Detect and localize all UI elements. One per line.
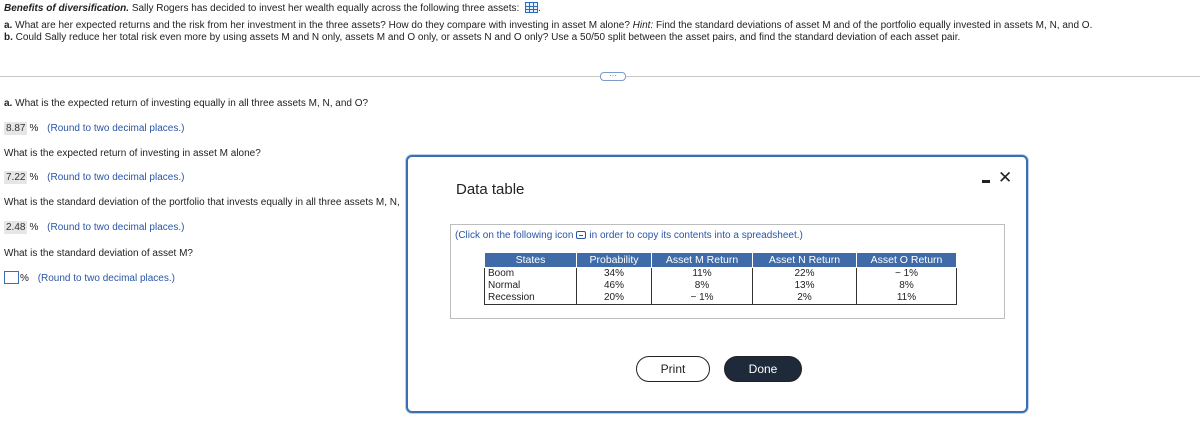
part-a-text: What are her expected returns and the risk from her investment in the three assets? How do they compare with investing in asset M alone? — [15, 20, 630, 31]
problem-intro-text: Sally Rogers has decided to invest her wealth equally across the following three assets: — [131, 3, 520, 14]
part-b-text: Could Sally reduce her total risk even more by using assets M and N only, assets M and O only, or assets N and O only? Use a 50/50 split between the asset pairs, and find the standard deviation of each asset pair. — [15, 32, 961, 43]
question-2 — [4, 148, 261, 159]
answer-4 — [4, 271, 175, 284]
answer-4-input[interactable] — [4, 271, 19, 284]
percent-sign: % — [29, 123, 39, 134]
part-a-hint-text: Find the standard deviations of asset M and of the portfolio equally invested in assets M, N, and O. — [656, 20, 1093, 31]
percent-sign: % — [20, 273, 29, 284]
part-b-question — [4, 32, 1194, 44]
percent-sign: % — [29, 222, 39, 233]
table-cell: 8% — [652, 280, 753, 292]
intro-period: . — [538, 3, 541, 14]
question-1-text: What is the expected return of investing equally in all three assets M, N, and O? — [15, 98, 369, 109]
data-table-dialog — [406, 155, 1028, 413]
copy-hint-post: in order to copy its contents into a spreadsheet.) — [589, 230, 803, 241]
part-a-label: a. — [4, 20, 13, 31]
round-hint: (Round to two decimal places.) — [47, 222, 185, 233]
column-header: States — [485, 253, 577, 268]
problem-statement — [4, 2, 1194, 44]
print-button[interactable]: Print — [636, 356, 710, 382]
table-cell: 13% — [753, 280, 857, 292]
answer-3-value[interactable]: 2.48 — [6, 222, 26, 233]
table-cell: − 1% — [857, 268, 957, 281]
answer-1 — [4, 122, 184, 135]
dialog-title: Data table — [456, 181, 525, 198]
column-header: Probability — [577, 253, 652, 268]
question-2-text: What is the expected return of investing in asset M alone? — [4, 148, 261, 159]
copy-hint-pre: (Click on the following icon — [455, 230, 574, 241]
table-row — [485, 280, 957, 292]
table-cell: 11% — [652, 268, 753, 281]
data-panel — [450, 224, 1005, 319]
minimize-button[interactable] — [980, 171, 992, 185]
part-a-question — [4, 20, 1194, 32]
round-hint: (Round to two decimal places.) — [47, 172, 185, 183]
table-row — [485, 268, 957, 281]
question-1-label: a. — [4, 98, 13, 109]
part-a-hint-label: Hint: — [632, 20, 654, 31]
table-cell: Normal — [485, 280, 577, 292]
problem-intro — [4, 2, 1194, 15]
done-button[interactable]: Done — [724, 356, 802, 382]
table-cell: 8% — [857, 280, 957, 292]
table-cell: 11% — [857, 292, 957, 305]
answer-1-value[interactable]: 8.87 — [6, 123, 26, 134]
copy-to-spreadsheet-icon[interactable] — [576, 231, 586, 239]
question-1 — [4, 98, 368, 109]
answer-2-value[interactable]: 7.22 — [6, 172, 26, 183]
table-cell: 46% — [577, 280, 652, 292]
round-hint: (Round to two decimal places.) — [47, 123, 185, 134]
question-4-text: What is the standard deviation of asset M? — [4, 248, 193, 259]
question-3-text: What is the standard deviation of the portfolio that invests equally in all three assets M, N, — [4, 197, 400, 208]
question-3 — [4, 197, 400, 208]
table-cell: − 1% — [652, 292, 753, 305]
table-header-row — [485, 253, 957, 268]
table-cell: 2% — [753, 292, 857, 305]
table-cell: 34% — [577, 268, 652, 281]
question-4 — [4, 248, 193, 259]
copy-hint — [455, 230, 803, 241]
part-b-label: b. — [4, 32, 13, 43]
answer-3 — [4, 221, 184, 234]
table-cell: Boom — [485, 268, 577, 281]
data-table-icon[interactable] — [525, 2, 538, 13]
close-icon[interactable]: ✕ — [998, 168, 1013, 187]
percent-sign: % — [29, 172, 39, 183]
round-hint: (Round to two decimal places.) — [37, 273, 175, 284]
table-cell: 20% — [577, 292, 652, 305]
problem-title: Benefits of diversification. — [4, 3, 130, 14]
column-header: Asset O Return — [857, 253, 957, 268]
table-row — [485, 292, 957, 305]
answer-2 — [4, 171, 184, 184]
column-header: Asset N Return — [753, 253, 857, 268]
expand-more-button[interactable]: ··· — [600, 72, 626, 81]
returns-table — [484, 252, 957, 305]
column-header: Asset M Return — [652, 253, 753, 268]
table-cell: Recession — [485, 292, 577, 305]
table-cell: 22% — [753, 268, 857, 281]
